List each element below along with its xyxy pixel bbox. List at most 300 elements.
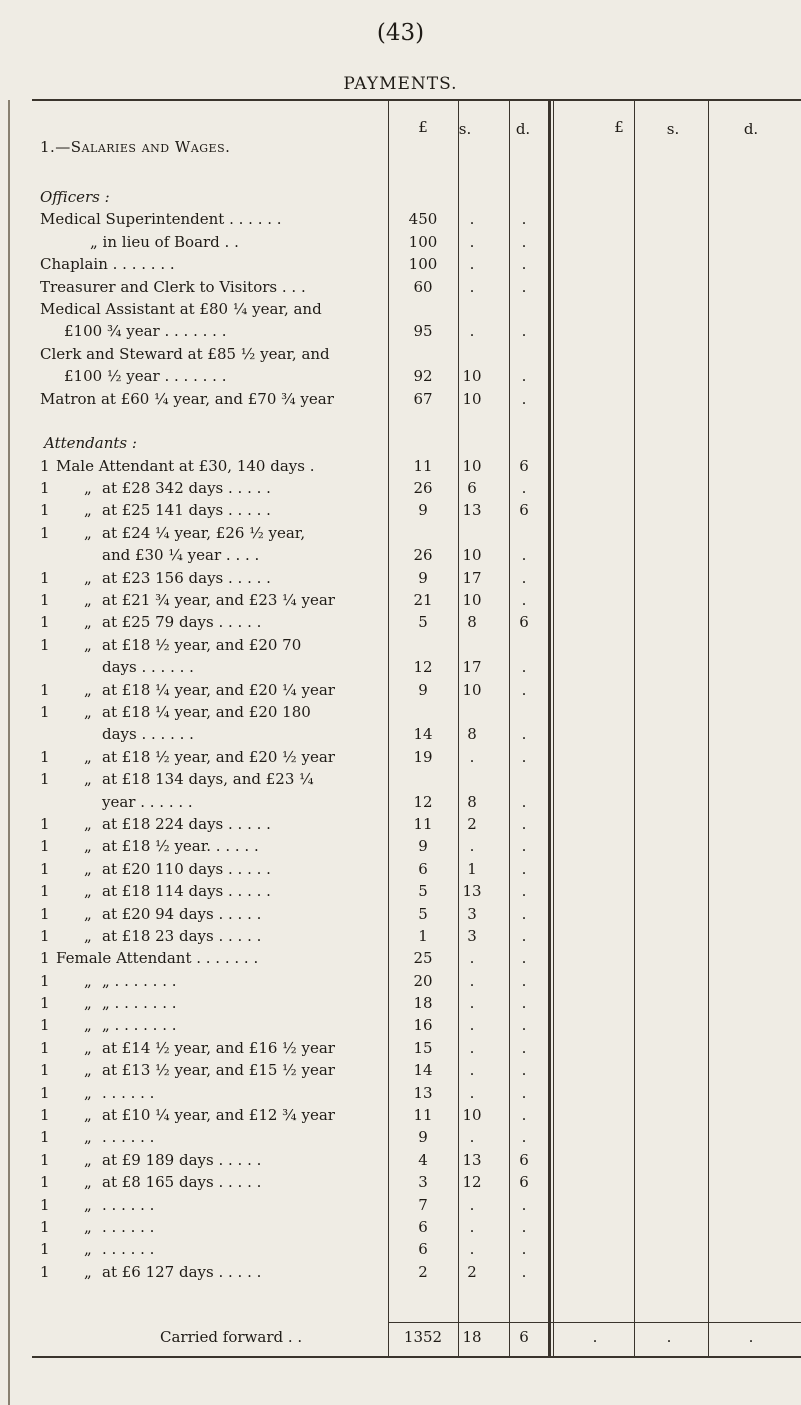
shillings-value: 17 bbox=[462, 568, 482, 587]
pence-value: . bbox=[521, 322, 527, 341]
shillings-value: 13 bbox=[462, 882, 482, 901]
pence-value: 6 bbox=[519, 456, 529, 475]
table-row bbox=[0, 813, 801, 835]
table-row bbox=[0, 499, 801, 521]
ditto-mark: „ bbox=[84, 904, 92, 923]
pence-value: . bbox=[521, 658, 527, 677]
pounds-value: 11 bbox=[413, 1106, 433, 1125]
row-count: 1 bbox=[40, 1217, 50, 1236]
table-row bbox=[0, 903, 801, 925]
pounds-value: 9 bbox=[418, 680, 428, 699]
ditto-mark: „ bbox=[84, 635, 92, 654]
shillings-value: . bbox=[469, 1195, 475, 1214]
ditto-mark: „ bbox=[84, 680, 92, 699]
total-pounds: 1352 bbox=[403, 1328, 443, 1346]
pence-value: . bbox=[521, 904, 527, 923]
table-row bbox=[0, 723, 801, 745]
ditto-mark: „ bbox=[84, 1106, 92, 1125]
table-row bbox=[0, 1194, 801, 1216]
pence-value: . bbox=[521, 1262, 527, 1281]
pence-value: . bbox=[521, 1061, 527, 1080]
carried-forward-label: Carried forward . . bbox=[160, 1328, 303, 1346]
table-row bbox=[0, 1149, 801, 1171]
shillings-value: 13 bbox=[462, 501, 482, 520]
row-description: at £9 189 days . . . . . bbox=[102, 1150, 262, 1169]
table-row bbox=[0, 1261, 801, 1283]
pence-value: . bbox=[521, 255, 527, 274]
page-number: (43) bbox=[376, 20, 425, 46]
row-count: 1 bbox=[40, 747, 50, 766]
shillings-value: 3 bbox=[467, 926, 477, 945]
pence-value: . bbox=[521, 210, 527, 229]
pence-value: . bbox=[521, 725, 527, 744]
pounds-value: 25 bbox=[413, 949, 433, 968]
shillings-value: 3 bbox=[467, 904, 477, 923]
ditto-mark: „ bbox=[84, 1217, 92, 1236]
row-description: at £21 ¾ year, and £23 ¼ year bbox=[102, 591, 335, 610]
row-count: 1 bbox=[40, 1128, 50, 1147]
pounds-value: 1 bbox=[418, 926, 428, 945]
shillings-value: 10 bbox=[462, 456, 482, 475]
row-count: 1 bbox=[40, 680, 50, 699]
table-row bbox=[0, 746, 801, 768]
row-count: 1 bbox=[40, 1038, 50, 1057]
row-description: Clerk and Steward at £85 ½ year, and bbox=[40, 344, 330, 363]
table-row bbox=[0, 320, 801, 342]
shillings-value: 1 bbox=[467, 859, 477, 878]
row-count: 1 bbox=[40, 926, 50, 945]
ditto-mark: „ bbox=[84, 1061, 92, 1080]
pounds-value: 18 bbox=[413, 994, 433, 1013]
row-count: 1 bbox=[40, 523, 50, 542]
pounds-value: 100 bbox=[408, 232, 438, 251]
shillings-value: . bbox=[469, 232, 475, 251]
shillings-value: . bbox=[469, 994, 475, 1013]
pounds-value: 9 bbox=[418, 501, 428, 520]
shillings-value: 10 bbox=[462, 1106, 482, 1125]
ditto-mark: „ bbox=[84, 814, 92, 833]
pounds-value: 12 bbox=[413, 658, 433, 677]
subhead-row bbox=[0, 186, 801, 208]
pounds-value: 12 bbox=[413, 792, 433, 811]
row-description: . . . . . . bbox=[102, 1240, 155, 1259]
row-description: £100 ¾ year . . . . . . . bbox=[64, 322, 227, 341]
pounds-value: 100 bbox=[408, 255, 438, 274]
row-count: 1 bbox=[40, 501, 50, 520]
table-row bbox=[0, 522, 801, 544]
pounds-value: 9 bbox=[418, 837, 428, 856]
table-row bbox=[0, 1037, 801, 1059]
row-count: 1 bbox=[40, 1173, 50, 1192]
pounds-value: 7 bbox=[418, 1195, 428, 1214]
header-shillings-right: s. bbox=[666, 120, 680, 138]
shillings-value: . bbox=[469, 949, 475, 968]
row-count: 1 bbox=[40, 1061, 50, 1080]
ditto-mark: „ bbox=[84, 501, 92, 520]
pence-value: . bbox=[521, 1106, 527, 1125]
table-row bbox=[0, 701, 801, 723]
ditto-mark: „ bbox=[84, 770, 92, 789]
ditto-mark: „ bbox=[84, 859, 92, 878]
row-description: and £30 ¼ year . . . . bbox=[102, 546, 260, 565]
right-total-pence: . bbox=[748, 1328, 754, 1346]
header-pounds: £ bbox=[418, 118, 428, 136]
row-count: 1 bbox=[40, 770, 50, 789]
row-description: at £25 79 days . . . . . bbox=[102, 613, 262, 632]
pounds-value: 67 bbox=[413, 389, 433, 408]
table-row bbox=[0, 791, 801, 813]
pounds-value: 14 bbox=[413, 725, 433, 744]
row-count: 1 bbox=[40, 1195, 50, 1214]
page-title: PAYMENTS. bbox=[343, 74, 458, 94]
header-pounds-right: £ bbox=[614, 118, 624, 136]
table-row bbox=[0, 1126, 801, 1148]
row-description: £100 ½ year . . . . . . . bbox=[64, 367, 227, 386]
table-row bbox=[0, 1238, 801, 1260]
pounds-value: 4 bbox=[418, 1150, 428, 1169]
pence-value: . bbox=[521, 1083, 527, 1102]
row-description: year . . . . . . bbox=[102, 792, 193, 811]
row-count: 1 bbox=[40, 994, 50, 1013]
row-description: at £13 ½ year, and £15 ½ year bbox=[102, 1061, 335, 1080]
right-total-shillings: . bbox=[666, 1328, 672, 1346]
pounds-value: 15 bbox=[413, 1038, 433, 1057]
row-description: at £24 ¼ year, £26 ½ year, bbox=[102, 523, 306, 542]
ditto-mark: „ bbox=[84, 1240, 92, 1259]
row-count: 1 bbox=[40, 1083, 50, 1102]
shillings-value: 8 bbox=[467, 725, 477, 744]
pence-value: . bbox=[521, 971, 527, 990]
shillings-value: 10 bbox=[462, 591, 482, 610]
right-total-pounds: . bbox=[592, 1328, 598, 1346]
shillings-value: . bbox=[469, 210, 475, 229]
row-description: at £18 ½ year, and £20 70 bbox=[102, 635, 302, 654]
ditto-mark: „ bbox=[84, 523, 92, 542]
pounds-value: 60 bbox=[413, 277, 433, 296]
row-description: at £10 ¼ year, and £12 ¾ year bbox=[102, 1106, 335, 1125]
ditto-mark: „ bbox=[84, 882, 92, 901]
pence-value: . bbox=[521, 232, 527, 251]
total-pence: 6 bbox=[519, 1328, 529, 1346]
row-count: 1 bbox=[40, 859, 50, 878]
pounds-value: 3 bbox=[418, 1173, 428, 1192]
pence-value: . bbox=[521, 747, 527, 766]
pounds-value: 11 bbox=[413, 456, 433, 475]
table-row bbox=[0, 634, 801, 656]
ditto-mark: „ bbox=[84, 1038, 92, 1057]
row-description: at £28 342 days . . . . . bbox=[102, 479, 271, 498]
row-description: at £18 134 days, and £23 ¼ bbox=[102, 770, 314, 789]
pence-value: . bbox=[521, 859, 527, 878]
pounds-value: 6 bbox=[418, 1217, 428, 1236]
row-count: 1 bbox=[40, 904, 50, 923]
shillings-value: 2 bbox=[467, 814, 477, 833]
pounds-value: 92 bbox=[413, 367, 433, 386]
header-pence-right: d. bbox=[743, 120, 759, 138]
header-pence: d. bbox=[515, 120, 531, 138]
pence-value: . bbox=[521, 792, 527, 811]
pounds-value: 21 bbox=[413, 591, 433, 610]
shillings-value: 10 bbox=[462, 680, 482, 699]
row-description: at £8 165 days . . . . . bbox=[102, 1173, 262, 1192]
table-row bbox=[0, 253, 801, 275]
pence-value: . bbox=[521, 949, 527, 968]
row-count: 1 bbox=[40, 591, 50, 610]
row-description: at £18 ¼ year, and £20 180 bbox=[102, 702, 311, 721]
shillings-value: . bbox=[469, 971, 475, 990]
pounds-value: 20 bbox=[413, 971, 433, 990]
pence-value: 6 bbox=[519, 1150, 529, 1169]
pounds-value: 2 bbox=[418, 1262, 428, 1281]
pence-value: . bbox=[521, 591, 527, 610]
row-description: Chaplain . . . . . . . bbox=[40, 255, 175, 274]
pence-value: 6 bbox=[519, 1173, 529, 1192]
shillings-value: . bbox=[469, 1240, 475, 1259]
payments-table bbox=[0, 186, 801, 1346]
pounds-value: 9 bbox=[418, 568, 428, 587]
row-count: 1 bbox=[40, 882, 50, 901]
row-description: at £20 94 days . . . . . bbox=[102, 904, 262, 923]
table-row bbox=[0, 455, 801, 477]
ditto-mark: „ bbox=[84, 1016, 92, 1035]
table-row bbox=[0, 567, 801, 589]
row-description: days . . . . . . bbox=[102, 658, 194, 677]
table-row bbox=[0, 1104, 801, 1126]
table-row bbox=[0, 992, 801, 1014]
table-row bbox=[0, 298, 801, 320]
pounds-value: 450 bbox=[408, 210, 438, 229]
pence-value: . bbox=[521, 680, 527, 699]
row-description: at £6 127 days . . . . . bbox=[102, 1262, 262, 1281]
pounds-value: 13 bbox=[413, 1083, 433, 1102]
ditto-mark: „ bbox=[84, 1150, 92, 1169]
row-description: „ . . . . . . . bbox=[102, 1016, 177, 1035]
pounds-value: 6 bbox=[418, 859, 428, 878]
row-description: Matron at £60 ¼ year, and £70 ¾ year bbox=[40, 389, 334, 408]
row-count: 1 bbox=[40, 456, 50, 475]
ditto-mark: „ bbox=[84, 1173, 92, 1192]
table-row bbox=[0, 679, 801, 701]
bottom-rule bbox=[32, 1356, 801, 1358]
row-description: . . . . . . bbox=[102, 1083, 155, 1102]
row-description: . . . . . . bbox=[102, 1217, 155, 1236]
table-row bbox=[0, 208, 801, 230]
pence-value: . bbox=[521, 389, 527, 408]
pence-value: . bbox=[521, 546, 527, 565]
total-rule bbox=[388, 1322, 801, 1323]
row-description: at £14 ½ year, and £16 ½ year bbox=[102, 1038, 335, 1057]
pence-value: . bbox=[521, 1195, 527, 1214]
row-count: 1 bbox=[40, 635, 50, 654]
shillings-value: . bbox=[469, 1083, 475, 1102]
row-description: Medical Assistant at £80 ¼ year, and bbox=[40, 299, 322, 318]
row-count: 1 bbox=[40, 971, 50, 990]
ditto-mark: „ bbox=[84, 568, 92, 587]
shillings-value: 17 bbox=[462, 658, 482, 677]
carried-forward-row bbox=[0, 1326, 801, 1348]
shillings-value: . bbox=[469, 1128, 475, 1147]
pence-value: . bbox=[521, 1016, 527, 1035]
shillings-value: 8 bbox=[467, 792, 477, 811]
pounds-value: 9 bbox=[418, 1128, 428, 1147]
table-row bbox=[0, 947, 801, 969]
top-rule bbox=[32, 99, 801, 101]
table-row bbox=[0, 477, 801, 499]
subhead-label: Attendants : bbox=[44, 434, 137, 453]
pounds-value: 5 bbox=[418, 882, 428, 901]
pounds-value: 95 bbox=[413, 322, 433, 341]
row-count: 1 bbox=[40, 1106, 50, 1125]
row-description: „ . . . . . . . bbox=[102, 971, 177, 990]
row-description: at £18 114 days . . . . . bbox=[102, 882, 271, 901]
table-row bbox=[0, 611, 801, 633]
row-description: at £18 23 days . . . . . bbox=[102, 926, 262, 945]
pence-value: . bbox=[521, 814, 527, 833]
section-title: 1.—Salaries and Wages. bbox=[40, 138, 231, 156]
subhead-row bbox=[0, 432, 801, 454]
ditto-mark: „ bbox=[84, 479, 92, 498]
ditto-mark: „ bbox=[84, 591, 92, 610]
pence-value: . bbox=[521, 277, 527, 296]
shillings-value: . bbox=[469, 322, 475, 341]
pounds-value: 5 bbox=[418, 904, 428, 923]
table-row bbox=[0, 1216, 801, 1238]
ditto-mark: „ bbox=[84, 613, 92, 632]
pence-value: . bbox=[521, 1038, 527, 1057]
row-count: 1 bbox=[40, 568, 50, 587]
row-count: 1 bbox=[40, 1262, 50, 1281]
pounds-value: 16 bbox=[413, 1016, 433, 1035]
row-count: 1 bbox=[40, 1240, 50, 1259]
shillings-value: 8 bbox=[467, 613, 477, 632]
shillings-value: 12 bbox=[462, 1173, 482, 1192]
shillings-value: . bbox=[469, 1016, 475, 1035]
total-shillings: 18 bbox=[462, 1328, 482, 1346]
shillings-value: . bbox=[469, 747, 475, 766]
ditto-mark: „ bbox=[84, 747, 92, 766]
table-row bbox=[0, 970, 801, 992]
ditto-mark: „ bbox=[84, 837, 92, 856]
table-row bbox=[0, 365, 801, 387]
row-count: 1 bbox=[40, 479, 50, 498]
table-row bbox=[0, 858, 801, 880]
table-row bbox=[0, 589, 801, 611]
row-description: days . . . . . . bbox=[102, 725, 194, 744]
pence-value: . bbox=[521, 1128, 527, 1147]
table-row bbox=[0, 276, 801, 298]
row-description: Treasurer and Clerk to Visitors . . . bbox=[40, 277, 306, 296]
row-count: 1 bbox=[40, 949, 50, 968]
ditto-mark: „ bbox=[84, 1083, 92, 1102]
pence-value: 6 bbox=[519, 613, 529, 632]
shillings-value: 2 bbox=[467, 1262, 477, 1281]
header-shillings: s. bbox=[458, 120, 472, 138]
row-count: 1 bbox=[40, 1016, 50, 1035]
table-row bbox=[0, 544, 801, 566]
pounds-value: 26 bbox=[413, 546, 433, 565]
pence-value: . bbox=[521, 479, 527, 498]
table-row bbox=[0, 835, 801, 857]
pence-value: . bbox=[521, 994, 527, 1013]
row-description: . . . . . . bbox=[102, 1195, 155, 1214]
row-description: Male Attendant at £30, 140 days . bbox=[56, 456, 315, 475]
row-description: at £18 224 days . . . . . bbox=[102, 814, 271, 833]
shillings-value: 6 bbox=[467, 479, 477, 498]
row-description: at £18 ¼ year, and £20 ¼ year bbox=[102, 680, 335, 699]
row-description: at £20 110 days . . . . . bbox=[102, 859, 271, 878]
ditto-mark: „ bbox=[84, 702, 92, 721]
pounds-value: 11 bbox=[413, 814, 433, 833]
shillings-value: 10 bbox=[462, 367, 482, 386]
pounds-value: 6 bbox=[418, 1240, 428, 1259]
row-count: 1 bbox=[40, 814, 50, 833]
row-description: . . . . . . bbox=[102, 1128, 155, 1147]
pence-value: 6 bbox=[519, 501, 529, 520]
shillings-value: . bbox=[469, 1217, 475, 1236]
shillings-value: . bbox=[469, 277, 475, 296]
table-row bbox=[0, 231, 801, 253]
pence-value: . bbox=[521, 367, 527, 386]
ditto-mark: „ bbox=[84, 1128, 92, 1147]
pence-value: . bbox=[521, 568, 527, 587]
row-description: at £23 156 days . . . . . bbox=[102, 568, 271, 587]
ditto-mark: „ bbox=[84, 926, 92, 945]
shillings-value: . bbox=[469, 837, 475, 856]
row-description: Medical Superintendent . . . . . . bbox=[40, 210, 282, 229]
table-row bbox=[0, 1082, 801, 1104]
table-row bbox=[0, 343, 801, 365]
shillings-value: 10 bbox=[462, 389, 482, 408]
pence-value: . bbox=[521, 1217, 527, 1236]
table-row bbox=[0, 925, 801, 947]
pounds-value: 26 bbox=[413, 479, 433, 498]
row-description: at £18 ½ year. . . . . . bbox=[102, 837, 259, 856]
shillings-value: . bbox=[469, 1061, 475, 1080]
table-row bbox=[0, 410, 801, 432]
table-row bbox=[0, 880, 801, 902]
shillings-value: . bbox=[469, 255, 475, 274]
ditto-mark: „ bbox=[84, 971, 92, 990]
table-row bbox=[0, 388, 801, 410]
pence-value: . bbox=[521, 926, 527, 945]
pounds-value: 5 bbox=[418, 613, 428, 632]
ditto-mark: „ bbox=[84, 1262, 92, 1281]
row-count: 1 bbox=[40, 613, 50, 632]
table-row bbox=[0, 1171, 801, 1193]
shillings-value: 10 bbox=[462, 546, 482, 565]
ditto-mark: „ bbox=[84, 994, 92, 1013]
pounds-value: 14 bbox=[413, 1061, 433, 1080]
row-description: at £18 ½ year, and £20 ½ year bbox=[102, 747, 335, 766]
row-description: at £25 141 days . . . . . bbox=[102, 501, 271, 520]
shillings-value: . bbox=[469, 1038, 475, 1057]
table-row bbox=[0, 1014, 801, 1036]
pence-value: . bbox=[521, 1240, 527, 1259]
table-row bbox=[0, 656, 801, 678]
row-count: 1 bbox=[40, 702, 50, 721]
row-description: „ in lieu of Board . . bbox=[90, 232, 239, 251]
shillings-value: 13 bbox=[462, 1150, 482, 1169]
row-description: „ . . . . . . . bbox=[102, 994, 177, 1013]
row-description: Female Attendant . . . . . . . bbox=[56, 949, 259, 968]
pence-value: . bbox=[521, 882, 527, 901]
ditto-mark: „ bbox=[84, 1195, 92, 1214]
pence-value: . bbox=[521, 837, 527, 856]
row-count: 1 bbox=[40, 837, 50, 856]
subhead-label: Officers : bbox=[40, 188, 110, 206]
table-row bbox=[0, 1059, 801, 1081]
table-row bbox=[0, 768, 801, 790]
